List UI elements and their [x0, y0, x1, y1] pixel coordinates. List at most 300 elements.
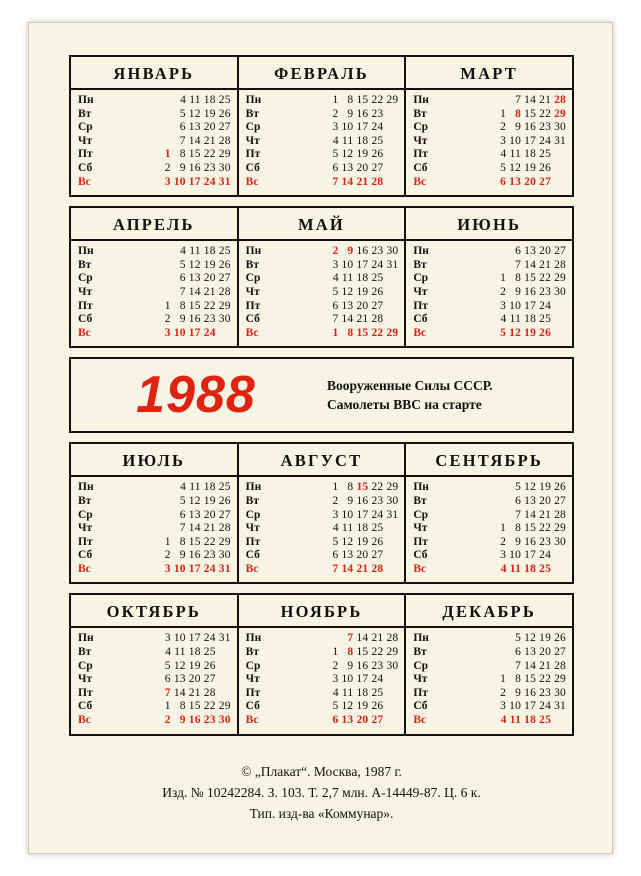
date-cell: 14: [188, 285, 204, 298]
weekday-label: Сб: [78, 313, 93, 326]
date-cell: [386, 700, 398, 712]
weekday-label: Ср: [245, 508, 261, 521]
date-cell: 17: [356, 121, 372, 134]
weekday-label: Вс: [245, 175, 259, 188]
date-cell: 11: [509, 562, 525, 575]
weekday-label: Вс: [245, 562, 259, 575]
date-cell: 19: [203, 258, 219, 271]
date-row: [279, 646, 399, 660]
date-row: [279, 509, 399, 523]
weekday-label: Пн: [78, 632, 94, 645]
date-row: [111, 509, 231, 523]
date-cell: 21: [539, 258, 555, 271]
date-row: [279, 549, 399, 563]
date-row: [111, 259, 231, 273]
date-cell: 19: [356, 700, 372, 713]
date-cell: 10: [173, 326, 189, 339]
date-cell: 28: [371, 175, 387, 188]
date-row: [446, 687, 566, 701]
date-row: [111, 714, 231, 728]
date-cell: 18: [356, 522, 372, 535]
months-row: [71, 57, 572, 195]
date-cell: 19: [524, 161, 540, 174]
date-cell: 17: [524, 134, 540, 147]
date-cell: [386, 313, 398, 325]
date-row: [111, 536, 231, 550]
date-cell: 13: [524, 646, 540, 659]
date-cell: 29: [386, 481, 399, 494]
date-row: [446, 714, 566, 728]
date-cell: 7: [326, 562, 342, 575]
date-cell: 24: [203, 632, 219, 645]
date-cell: 3: [494, 549, 510, 562]
date-row: [279, 714, 399, 728]
month-grid: [239, 480, 405, 576]
date-row: [279, 673, 399, 687]
weekday-label: Вт: [245, 258, 259, 271]
weekday-label: Чт: [78, 673, 93, 686]
date-cell: 12: [524, 632, 540, 645]
date-cell: 5: [326, 148, 342, 161]
date-cell: 27: [554, 494, 567, 507]
date-cell: 24: [371, 673, 387, 686]
date-cell: 20: [356, 299, 372, 312]
date-row: [446, 94, 566, 108]
date-cell: 1: [158, 700, 174, 713]
date-cell: 12: [188, 258, 204, 271]
month-grid: [71, 631, 237, 727]
date-numbers: [111, 94, 237, 189]
date-numbers: [446, 94, 572, 189]
weekday-label: Вс: [413, 714, 427, 727]
weekday-label: Чт: [413, 285, 428, 298]
date-cell: 15: [524, 522, 540, 535]
date-row: [111, 272, 231, 286]
date-cell: [494, 632, 509, 644]
date-cell: [386, 300, 398, 312]
date-cell: 9: [509, 535, 525, 548]
month-декабрь: [404, 595, 572, 733]
date-cell: [159, 121, 174, 133]
date-cell: 16: [188, 161, 204, 174]
date-row: [111, 522, 231, 536]
date-cell: 27: [218, 272, 231, 285]
date-cell: 10: [341, 258, 357, 271]
weekday-label: Вт: [413, 107, 427, 120]
date-cell: [386, 536, 398, 548]
date-cell: [494, 646, 509, 658]
date-cell: 25: [371, 686, 387, 699]
date-cell: [386, 563, 398, 575]
date-row: [446, 673, 566, 687]
date-cell: 4: [326, 272, 342, 285]
date-cell: 6: [173, 121, 189, 134]
date-cell: 29: [218, 700, 231, 713]
date-cell: 22: [539, 522, 555, 535]
date-cell: 9: [173, 714, 189, 727]
date-cell: [386, 522, 398, 534]
date-cell: 13: [524, 245, 540, 258]
date-row: [279, 300, 399, 314]
date-cell: 9: [341, 245, 357, 258]
weekday-label: Ср: [245, 121, 261, 134]
date-cell: 13: [173, 673, 189, 686]
weekday-label: Сб: [78, 700, 93, 713]
date-cell: 16: [356, 659, 372, 672]
date-cell: 5: [326, 535, 342, 548]
date-cell: 7: [326, 313, 342, 326]
weekday-label: Чт: [78, 522, 93, 535]
date-cell: 30: [218, 313, 231, 326]
date-cell: 5: [173, 107, 189, 120]
date-row: [446, 522, 566, 536]
date-row: [279, 495, 399, 509]
month-май: [237, 208, 405, 346]
month-апрель: [71, 208, 237, 346]
weekday-label: Чт: [245, 134, 260, 147]
date-cell: 24: [203, 562, 219, 575]
date-cell: 31: [554, 134, 567, 147]
date-cell: 1: [158, 148, 174, 161]
quarter-block-4: [69, 593, 574, 735]
date-row: [446, 495, 566, 509]
date-cell: [554, 714, 566, 726]
date-cell: 11: [341, 134, 357, 147]
date-cell: 24: [371, 258, 387, 271]
weekday-label: Вс: [78, 175, 91, 188]
date-row: [279, 108, 399, 122]
date-cell: 6: [509, 245, 525, 258]
month-title: МАЙ: [298, 215, 345, 235]
weekday-labels: [239, 245, 279, 340]
date-cell: 24: [539, 299, 555, 312]
date-cell: 23: [539, 686, 555, 699]
date-cell: 23: [371, 107, 387, 120]
date-cell: 4: [494, 148, 510, 161]
date-cell: 30: [554, 121, 567, 134]
date-cell: 7: [173, 522, 189, 535]
date-cell: 11: [341, 686, 357, 699]
date-cell: 15: [188, 299, 204, 312]
month-title: АПРЕЛЬ: [113, 215, 195, 235]
month-title-divider: [71, 88, 237, 90]
date-cell: 11: [174, 646, 189, 659]
date-cell: 16: [524, 535, 540, 548]
date-cell: 2: [158, 714, 174, 727]
date-cell: 25: [371, 134, 387, 147]
date-cell: 1: [494, 107, 510, 120]
date-cell: 5: [158, 659, 174, 672]
date-row: [111, 687, 231, 701]
date-cell: 26: [218, 494, 231, 507]
date-cell: 16: [524, 686, 540, 699]
date-cell: 26: [371, 535, 387, 548]
month-сентябрь: [404, 444, 572, 582]
date-cell: 23: [371, 659, 387, 672]
date-cell: 8: [173, 299, 189, 312]
date-cell: [219, 687, 231, 699]
date-cell: 17: [188, 175, 204, 188]
weekday-label: Чт: [245, 285, 260, 298]
date-cell: 11: [341, 522, 357, 535]
date-row: [111, 300, 231, 314]
date-cell: 24: [539, 700, 555, 713]
date-cell: 5: [494, 161, 510, 174]
date-cell: [554, 162, 566, 174]
date-cell: 18: [188, 646, 204, 659]
month-title: ИЮНЬ: [457, 215, 522, 235]
weekday-label: Пн: [413, 94, 429, 106]
date-cell: 12: [341, 535, 357, 548]
month-grid: [71, 244, 237, 340]
date-cell: [494, 481, 509, 493]
date-cell: 30: [386, 659, 399, 672]
date-cell: [386, 108, 398, 120]
date-cell: 2: [494, 535, 510, 548]
month-title-divider: [239, 475, 405, 477]
month-grid: [239, 244, 405, 340]
date-row: [111, 162, 231, 176]
date-cell: 20: [203, 121, 219, 134]
date-cell: 30: [554, 686, 567, 699]
date-row: [446, 313, 566, 327]
month-title: АВГУСТ: [280, 451, 363, 471]
date-cell: 23: [371, 245, 387, 258]
date-cell: 15: [188, 148, 204, 161]
date-row: [446, 286, 566, 300]
date-cell: 28: [554, 659, 567, 672]
date-cell: 19: [539, 632, 555, 645]
month-август: [237, 444, 405, 582]
date-cell: 18: [203, 94, 219, 106]
date-cell: 24: [539, 134, 555, 147]
date-cell: 3: [158, 562, 174, 575]
date-cell: 30: [554, 285, 567, 298]
date-cell: 31: [554, 700, 567, 713]
date-cell: 23: [203, 714, 219, 727]
date-row: [446, 245, 566, 259]
date-cell: 7: [509, 258, 525, 271]
date-numbers: [111, 481, 237, 576]
date-row: [111, 135, 231, 149]
date-cell: 5: [494, 326, 510, 339]
date-cell: 21: [188, 686, 204, 699]
date-cell: 2: [494, 686, 510, 699]
weekday-label: Вт: [78, 258, 92, 271]
date-cell: 16: [524, 121, 540, 134]
date-cell: [159, 94, 174, 106]
date-row: [279, 313, 399, 327]
month-июнь: [404, 208, 572, 346]
date-cell: 5: [509, 481, 525, 494]
date-cell: 10: [173, 175, 189, 188]
date-cell: 23: [539, 121, 555, 134]
month-grid: [239, 631, 405, 727]
date-cell: 5: [173, 494, 189, 507]
date-cell: 2: [158, 313, 174, 326]
calendar-body: [69, 55, 574, 745]
weekday-label: Пт: [78, 299, 93, 312]
date-row: [279, 135, 399, 149]
weekday-label: Сб: [78, 161, 93, 174]
weekday-label: Пт: [245, 686, 261, 699]
date-cell: [494, 509, 509, 521]
weekday-label: Чт: [78, 134, 93, 147]
month-title: ДЕКАБРЬ: [442, 602, 536, 622]
date-cell: 29: [386, 326, 399, 339]
date-cell: 22: [539, 107, 555, 120]
date-cell: 22: [371, 94, 387, 106]
date-row: [446, 549, 566, 563]
date-cell: 9: [509, 121, 525, 134]
date-cell: 23: [539, 285, 555, 298]
date-cell: 5: [326, 285, 342, 298]
date-cell: 6: [326, 714, 342, 727]
date-cell: 14: [356, 632, 372, 645]
date-row: [111, 673, 231, 687]
date-cell: [159, 272, 174, 284]
date-cell: 18: [356, 686, 372, 699]
date-cell: 28: [203, 686, 219, 699]
date-cell: 14: [188, 522, 204, 535]
weekday-label: Пн: [78, 94, 94, 106]
year-label: 1988: [136, 366, 256, 425]
date-cell: 24: [203, 326, 219, 339]
date-cell: 8: [509, 522, 525, 535]
date-cell: 28: [371, 562, 387, 575]
date-cell: 14: [524, 94, 540, 106]
date-cell: 30: [386, 494, 399, 507]
weekday-label: Сб: [245, 549, 260, 562]
date-cell: 28: [218, 134, 231, 147]
weekday-labels: [71, 94, 111, 189]
date-cell: [159, 481, 174, 493]
month-title: ЯНВАРЬ: [113, 64, 195, 83]
month-title-divider: [239, 239, 405, 241]
date-cell: 9: [173, 161, 189, 174]
date-cell: 2: [326, 245, 342, 258]
date-cell: 15: [356, 646, 372, 659]
date-cell: 12: [341, 700, 357, 713]
date-cell: 4: [174, 245, 190, 258]
date-cell: 21: [203, 285, 219, 298]
date-cell: 28: [554, 94, 567, 106]
date-cell: 6: [509, 646, 525, 659]
weekday-label: Чт: [78, 285, 93, 298]
weekday-label: Пн: [78, 481, 94, 494]
date-cell: [159, 286, 174, 298]
date-row: [279, 94, 399, 108]
date-row: [111, 327, 231, 341]
weekday-labels: [71, 245, 111, 340]
date-cell: 8: [341, 646, 357, 659]
date-cell: 22: [203, 148, 219, 161]
weekday-label: Пт: [413, 686, 428, 699]
date-row: [446, 632, 566, 646]
date-cell: 15: [524, 107, 540, 120]
date-cell: 1: [326, 326, 342, 339]
date-cell: 11: [509, 148, 525, 161]
date-cell: 12: [188, 107, 204, 120]
month-title-divider: [406, 239, 572, 241]
date-cell: 12: [509, 161, 525, 174]
date-cell: 22: [539, 673, 555, 686]
date-cell: 1: [326, 94, 342, 106]
date-cell: 14: [524, 258, 540, 271]
date-cell: 29: [218, 299, 231, 312]
date-row: [111, 286, 231, 300]
date-cell: 24: [371, 121, 387, 134]
date-cell: 17: [188, 632, 204, 645]
weekday-label: Чт: [413, 673, 428, 686]
weekday-labels: [71, 481, 111, 576]
weekday-label: Ср: [78, 121, 93, 134]
date-cell: 24: [203, 175, 219, 188]
date-cell: 10: [509, 700, 525, 713]
weekday-label: Ср: [413, 272, 429, 285]
date-cell: [386, 714, 398, 726]
date-cell: 10: [341, 121, 357, 134]
date-cell: 6: [326, 549, 342, 562]
month-title-divider: [239, 626, 405, 628]
date-row: [279, 632, 399, 646]
month-title: МАРТ: [460, 64, 518, 83]
date-cell: [554, 313, 566, 325]
weekday-label: Ср: [245, 272, 261, 285]
date-cell: [386, 272, 398, 284]
date-cell: 14: [173, 686, 189, 699]
date-cell: 31: [386, 508, 399, 521]
date-cell: [159, 522, 174, 534]
weekday-label: Ср: [78, 508, 93, 521]
date-cell: 10: [173, 632, 189, 645]
date-cell: 3: [326, 121, 342, 134]
date-cell: 9: [341, 494, 357, 507]
date-row: [111, 646, 231, 660]
date-cell: 20: [539, 245, 555, 258]
date-row: [446, 327, 566, 341]
date-cell: 19: [356, 148, 372, 161]
weekday-label: Ср: [245, 659, 261, 672]
month-grid: [406, 93, 572, 189]
weekday-label: Пт: [413, 148, 428, 161]
date-cell: 15: [524, 673, 540, 686]
date-cell: [159, 245, 174, 257]
weekday-label: Вт: [78, 494, 92, 507]
date-cell: 7: [341, 632, 357, 645]
date-cell: [386, 162, 398, 174]
weekday-label: Ср: [413, 121, 429, 134]
date-cell: 10: [509, 134, 525, 147]
date-cell: 18: [356, 134, 372, 147]
date-cell: 29: [218, 535, 231, 548]
date-numbers: [279, 481, 405, 576]
imprint-line-1: © „Плакат“. Москва, 1987 г.: [241, 764, 402, 779]
date-cell: 3: [494, 700, 510, 713]
date-cell: 26: [371, 700, 387, 713]
date-cell: 12: [341, 285, 357, 298]
date-cell: 12: [188, 494, 204, 507]
date-numbers: [111, 632, 237, 727]
date-cell: 27: [371, 714, 387, 727]
date-row: [279, 660, 399, 674]
date-cell: 2: [158, 549, 174, 562]
date-cell: 9: [509, 285, 525, 298]
date-cell: 9: [509, 686, 525, 699]
date-cell: 26: [218, 258, 231, 271]
date-cell: [159, 259, 174, 271]
quarter-block-2: [69, 206, 574, 348]
